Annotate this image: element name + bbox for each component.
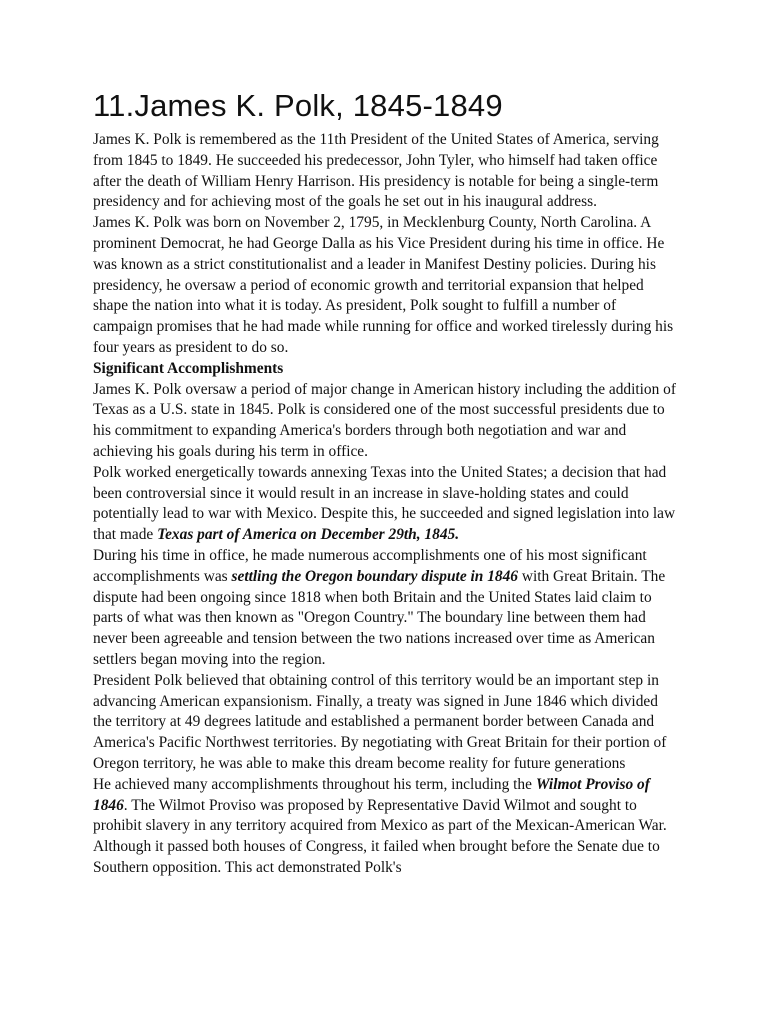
document-body: [93, 130, 676, 879]
paragraph-text: Polk worked energetically towards annexing Texas into the United States; a decision that had been controversial since it would result in an increase in slave-holding states and could potentially lead to war with Mexico. Despite this, he succeeded and signed legislation into law that made: [93, 463, 676, 544]
paragraph-text: with Great Britain. The dispute had been ongoing since 1818 when both Britain and the United States laid claim to parts of what was then known as "Oregon Country." The boundary line between them had never been agreeable and tension between the two nations increased over time as American settlers began moving into the region.: [93, 567, 666, 668]
paragraph-text: During his time in office, he made numerous accomplishments one of his most significant accomplishments was: [93, 546, 647, 585]
paragraph-text: . The Wilmot Proviso was proposed by Representative David Wilmot and sought to prohibit slavery in any territory acquired from Mexico as part of the Mexican-American War. Although it passed both houses of Congress, it failed when brought before the Senate due to Southern opposition. This act demonstrated Polk's: [93, 796, 667, 876]
emphasis-text: settling the Oregon boundary dispute in 1846: [231, 567, 518, 585]
paragraph-intro: James K. Polk is remembered as the 11th President of the United States of America, serving from 1845 to 1849. He succeeded his predecessor, John Tyler, who himself had taken office after the death of William Henry Harrison. His presidency is notable for being a single-term presidency and for achieving most of the goals he set out in his inaugural address.: [93, 131, 659, 211]
paragraph-texas-overview: James K. Polk oversaw a period of major change in American history including the addition of Texas as a U.S. state in 1845. Polk is considered one of the most successful presidents due to his commitment to expanding America's borders through both negotiation and war and achieving his goals during his term in office.: [93, 380, 676, 460]
paragraph-oregon-treaty: President Polk believed that obtaining control of this territory would be an important step in advancing American expansionism. Finally, a treaty was signed in June 1846 which divided the territory at 49 degrees latitude and established a permanent border between Canada and America's Pacific Northwest territories. By negotiating with Great Britain for their portion of Oregon territory, he was able to make this dream become reality for future generations: [93, 671, 667, 772]
emphasis-text: Wilmot Proviso of 1846: [93, 775, 650, 814]
page-title: 11.James K. Polk, 1845-1849: [93, 88, 503, 123]
paragraph-wilmot-proviso: [93, 775, 676, 879]
document-page: [93, 86, 676, 879]
paragraph-early-life: James K. Polk was born on November 2, 1795, in Mecklenburg County, North Carolina. A prominent Democrat, he had George Dalla as his Vice President during his time in office. He was known as a strict constitutionalist and a leader in Manifest Destiny policies. During his presidency, he oversaw a period of economic growth and territorial expansion that helped shape the nation into what it is today. As president, Polk sought to fulfill a number of campaign promises that he had made while running for office and worked tirelessly during his four years as president to do so.: [93, 214, 674, 356]
paragraph-texas-annexation: [93, 463, 676, 546]
paragraph-oregon-dispute: [93, 546, 676, 671]
paragraph-text: He achieved many accomplishments throughout his term, including the: [93, 775, 536, 793]
section-heading: Significant Accomplishments: [93, 359, 284, 377]
emphasis-text: Texas part of America on December 29th, 1845.: [157, 526, 460, 544]
